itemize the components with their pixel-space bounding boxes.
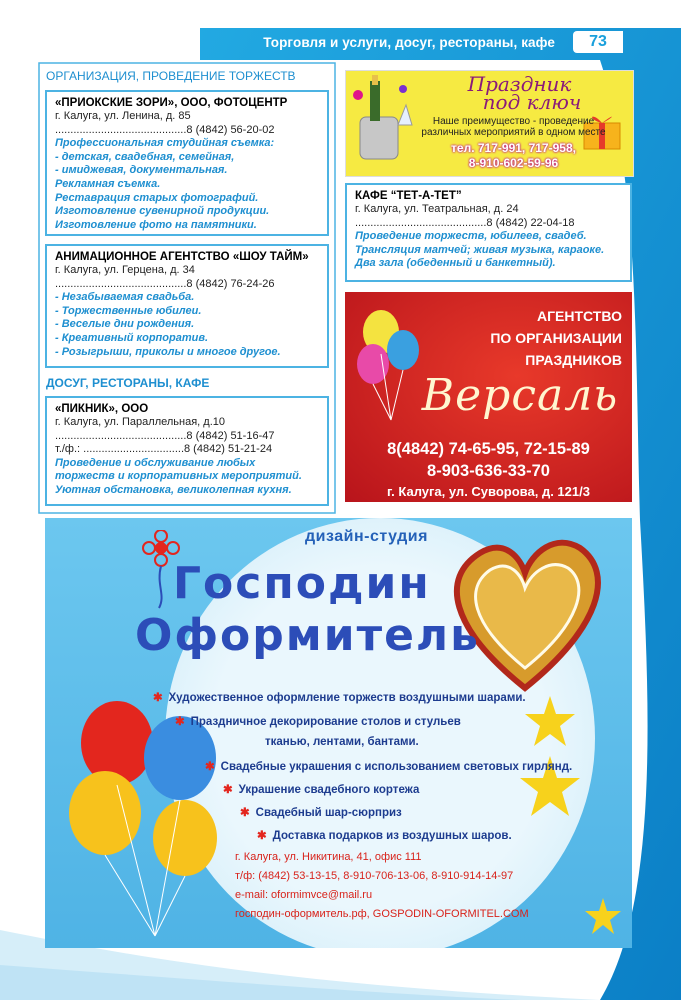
listing-address: г. Калуга, ул. Ленина, д. 85 bbox=[55, 110, 191, 122]
balloons-icon bbox=[65, 698, 235, 938]
prazdnik-title-1: Праздник bbox=[467, 72, 572, 96]
listing-desc-line: Рекламная съемка. bbox=[55, 177, 161, 190]
versal-line-2: ПО ОРГАНИЗАЦИИ bbox=[490, 330, 622, 346]
listing-desc-line: - Незабываемая свадьба. bbox=[55, 291, 195, 304]
service-item bbox=[153, 690, 526, 704]
versal-logo: Версаль bbox=[421, 370, 619, 421]
cafe-desc-line: Два зала (обеденный и банкетный). bbox=[355, 257, 556, 270]
listing-address: г. Калуга, ул. Герцена, д. 34 bbox=[55, 264, 195, 276]
star-icon bbox=[585, 898, 621, 934]
bullet-star-icon: ✱ bbox=[175, 716, 185, 728]
service-text: тканью, лентами, бантами. bbox=[265, 736, 419, 748]
versal-address: г. Калуга, ул. Суворова, д. 121/3 bbox=[387, 484, 590, 499]
service-item bbox=[265, 736, 419, 748]
service-text: Художественное оформление торжеств воздушными шарами. bbox=[168, 692, 526, 704]
listing-show-time bbox=[45, 244, 329, 368]
service-text: Украшение свадебного кортежа bbox=[238, 784, 420, 796]
listing-phone: ...........................................8 (4842) 76-24-26 bbox=[55, 277, 275, 290]
bullet-star-icon: ✱ bbox=[223, 784, 233, 796]
listing-address: г. Калуга, ул. Параллельная, д.10 bbox=[55, 416, 225, 428]
listing-desc-line: Изготовление фото на памятники. bbox=[55, 218, 257, 231]
listing-cafe-tet-a-tet bbox=[345, 183, 632, 282]
listing-desc-line: - Розыгрыши, приколы и многое другое. bbox=[55, 345, 281, 358]
listing-desc-line: Профессиональная студийная съемка: bbox=[55, 137, 275, 150]
listing-desc-line: - детская, свадебная, семейная, bbox=[55, 150, 235, 163]
ad-versal bbox=[345, 292, 632, 502]
service-text: Свадебные украшения с использованием световых гирлянд. bbox=[220, 761, 573, 773]
listing-phone: т./ф.: .................................8 (4842) 51-21-24 bbox=[55, 443, 273, 456]
bullet-star-icon: ✱ bbox=[153, 692, 163, 704]
versal-phone-2: 8-903-636-33-70 bbox=[427, 462, 550, 480]
service-item bbox=[205, 759, 572, 773]
cafe-desc-line: Трансляция матчей; живая музыка, караоке. bbox=[355, 243, 605, 256]
section-heading-leisure: ДОСУГ, РЕСТОРАНЫ, КАФЕ bbox=[46, 376, 210, 390]
brand-line-2: Оформитель bbox=[135, 610, 480, 661]
listing-desc-line: Изготовление сувенирной продукции. bbox=[55, 205, 270, 218]
prazdnik-phone-1: тел. 717-991, 717-958, bbox=[451, 141, 576, 155]
listing-desc-line: - Креативный корпоратив. bbox=[55, 331, 209, 344]
listing-name: «ПРИОКСКИЕ ЗОРИ», ООО, ФОТОЦЕНТР bbox=[55, 97, 288, 109]
studio-label: дизайн-студия bbox=[305, 528, 428, 545]
listing-desc-line: - имиджевая, документальная. bbox=[55, 164, 228, 177]
star-icon bbox=[525, 696, 575, 746]
bullet-star-icon: ✱ bbox=[240, 807, 250, 819]
listing-phone: ...........................................8 (4842) 51-16-47 bbox=[55, 429, 275, 442]
gospodin-address: г. Калуга, ул. Никитина, 41, офис 111 bbox=[235, 851, 422, 863]
bullet-star-icon: ✱ bbox=[257, 830, 267, 842]
cafe-desc-line: Проведение торжеств, юбилеев, свадеб. bbox=[355, 230, 587, 243]
ad-gospodin-oformitel bbox=[45, 518, 632, 948]
service-text: Праздничное декорирование столов и стульев bbox=[190, 716, 461, 728]
listing-desc-line: - Торжественные юбилеи. bbox=[55, 304, 202, 317]
service-item bbox=[240, 805, 402, 819]
listing-name: АНИМАЦИОННОЕ АГЕНТСТВО «ШОУ ТАЙМ» bbox=[55, 251, 309, 263]
listing-desc-line: торжеств и корпоративных мероприятий. bbox=[55, 470, 302, 483]
prazdnik-phone-2: 8-910-602-59-96 bbox=[468, 156, 559, 170]
prazdnik-title-2: под ключ bbox=[482, 90, 582, 114]
service-item bbox=[223, 782, 419, 796]
prazdnik-sub-1: Наше преимущество - проведение bbox=[432, 116, 595, 127]
section-heading-celebrations: ОРГАНИЗАЦИЯ, ПРОВЕДЕНИЕ ТОРЖЕСТВ bbox=[46, 69, 296, 83]
listing-desc-line: Реставрация старых фотографий. bbox=[55, 191, 259, 204]
listing-desc-line: Проведение и обслуживание любых bbox=[55, 456, 256, 469]
service-item bbox=[175, 714, 461, 728]
brand-line-1: Господин bbox=[173, 558, 431, 609]
service-text: Доставка подарков из воздушных шаров. bbox=[272, 830, 512, 842]
versal-line-1: АГЕНТСТВО bbox=[536, 308, 622, 324]
versal-phone-1: 8(4842) 74-65-95, 72-15-89 bbox=[387, 440, 590, 458]
gospodin-site: господин-оформитель.рф, GOSPODIN-OFORMITEL.COM bbox=[235, 908, 529, 920]
gospodin-email: e-mail: oformimvce@mail.ru bbox=[235, 889, 373, 901]
listing-desc-line: Уютная обстановка, великолепная кухня. bbox=[55, 483, 292, 496]
listing-piknik bbox=[45, 396, 329, 506]
listing-phone: ...........................................8 (4842) 56-20-02 bbox=[55, 123, 275, 136]
header-title: Торговля и услуги, досуг, рестораны, кафе bbox=[263, 35, 555, 50]
listing-priokskie-zori bbox=[45, 90, 329, 236]
service-text: Свадебный шар-сюрприз bbox=[255, 807, 402, 819]
bullet-star-icon: ✱ bbox=[205, 761, 215, 773]
ad-prazdnik-pod-kluch bbox=[345, 70, 634, 177]
prazdnik-sub-2: различных мероприятий в одном месте bbox=[421, 127, 606, 138]
versal-line-3: ПРАЗДНИКОВ bbox=[525, 352, 622, 368]
listing-name: «ПИКНИК», ООО bbox=[55, 403, 149, 415]
service-item bbox=[257, 828, 512, 842]
cafe-phone: ...........................................8 (4842) 22-04-18 bbox=[355, 216, 575, 229]
cafe-name: КАФЕ “ТЕТ-А-ТЕТ” bbox=[355, 190, 462, 202]
gospodin-phones: т/ф: (4842) 53-13-15, 8-910-706-13-06, 8-910-914-14-97 bbox=[235, 870, 514, 882]
listing-desc-line: - Веселые дни рождения. bbox=[55, 318, 195, 331]
page-number: 73 bbox=[573, 31, 623, 53]
cafe-address: г. Калуга, ул. Театральная, д. 24 bbox=[355, 203, 519, 215]
